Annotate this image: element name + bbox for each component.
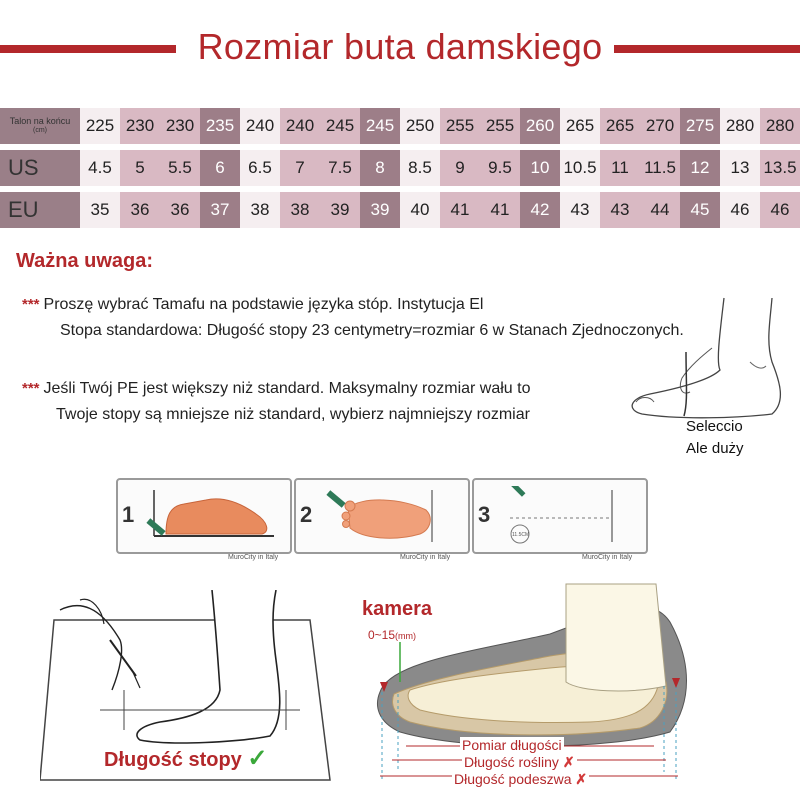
range-unit: (mm) (395, 631, 417, 641)
size-cell-us: 13 (720, 150, 760, 186)
size-cell-us: 7 (280, 150, 320, 186)
foot-top-step2-icon (322, 486, 462, 546)
size-cell-us: 11.5 (640, 150, 680, 186)
size-cell-us: 6.5 (240, 150, 280, 186)
size-label-cm (0, 108, 80, 144)
size-cell-cm: 255 (440, 108, 480, 144)
note-2-line2: Twoje stopy są mniejsze niż standard, wybierz najmniejszy rozmiar (56, 406, 530, 423)
size-label-eu: EU (0, 192, 80, 228)
size-cell-cm: 280 (720, 108, 760, 144)
check-icon: ✓ (247, 745, 268, 772)
length-label-2-text: Długość rośliny (464, 754, 559, 770)
note-2-line1: Jeśli Twój PE jest większy niż standard. Maksymalny rozmiar wału to (43, 380, 531, 397)
foot-diagram-label-1: Seleccio (686, 418, 743, 435)
cross-icon-2: ✗ (575, 771, 588, 787)
size-label-cm-main: Talon na końcu (9, 116, 71, 126)
size-cell-us: 10.5 (560, 150, 600, 186)
foot-length-text: Długość stopy (104, 749, 242, 771)
size-label-cm-unit: (cm) (33, 127, 47, 134)
size-cell-cm: 250 (400, 108, 440, 144)
size-cell-us: 9 (440, 150, 480, 186)
step3-measure-mark: 11.5CM (512, 532, 530, 538)
size-cell-eu: 44 (640, 192, 680, 228)
size-cell-cm: 260 (520, 108, 560, 144)
size-cell-eu: 36 (120, 192, 160, 228)
step-panel-2 (294, 478, 470, 554)
size-cell-eu: 37 (200, 192, 240, 228)
size-cell-us: 5.5 (160, 150, 200, 186)
step-number-2: 2 (300, 502, 313, 527)
length-label-3-text: Długość podeszwa (454, 771, 572, 787)
size-cell-eu: 35 (80, 192, 120, 228)
size-cell-eu: 43 (560, 192, 600, 228)
size-row-cm (0, 108, 800, 144)
size-cell-eu: 38 (280, 192, 320, 228)
note-2-stars: *** (22, 380, 40, 397)
page-title: Rozmiar buta damskiego (197, 26, 603, 67)
note-1-stars: *** (22, 296, 40, 313)
size-cell-eu: 45 (680, 192, 720, 228)
size-label-us: US (0, 150, 80, 186)
size-cell-eu: 42 (520, 192, 560, 228)
foot-measure-step1-icon (144, 486, 284, 546)
size-cell-cm: 240 (240, 108, 280, 144)
size-cell-us: 7.5 (320, 150, 360, 186)
step-number-1: 1 (122, 502, 135, 527)
size-row-us (0, 150, 800, 186)
step-caption-3: MuroCity in Italy (582, 554, 633, 561)
size-cell-eu: 46 (760, 192, 800, 228)
cross-icon-1: ✗ (562, 754, 575, 770)
note-1-line1: Proszę wybrać Tamafu na podstawie języka stóp. Instytucja El (43, 296, 484, 313)
size-cell-cm: 240 (280, 108, 320, 144)
size-cell-cm: 265 (560, 108, 600, 144)
size-cell-cm: 275 (680, 108, 720, 144)
size-cell-cm: 245 (360, 108, 400, 144)
size-row-eu (0, 192, 800, 228)
size-cell-us: 8 (360, 150, 400, 186)
size-cell-eu: 43 (600, 192, 640, 228)
size-cell-eu: 41 (440, 192, 480, 228)
size-cell-us: 11 (600, 150, 640, 186)
step-panel-3 (472, 478, 648, 554)
size-cell-cm: 265 (600, 108, 640, 144)
size-cell-us: 12 (680, 150, 720, 186)
title-bar-right (614, 45, 800, 53)
foot-side-illustration (620, 292, 800, 432)
size-cell-cm: 235 (200, 108, 240, 144)
size-cell-us: 6 (200, 150, 240, 186)
step-caption-2: MuroCity in Italy (400, 554, 451, 561)
length-label-2 (462, 754, 577, 771)
length-label-1: Pomiar długości (462, 737, 562, 753)
size-cell-eu: 41 (480, 192, 520, 228)
size-cell-cm: 255 (480, 108, 520, 144)
size-cell-cm: 245 (320, 108, 360, 144)
step-panel-1 (116, 478, 292, 554)
range-value: 0~15 (368, 628, 396, 642)
size-cell-cm: 230 (120, 108, 160, 144)
notes-heading: Ważna uwaga: (16, 250, 154, 272)
note-1 (22, 292, 684, 344)
note-2 (22, 376, 531, 428)
size-cell-eu: 39 (320, 192, 360, 228)
camera-label: kamera (362, 598, 433, 620)
note-1-line2: Stopa standardowa: Długość stopy 23 centymetry=rozmiar 6 w Stanach Zjednoczonych. (60, 322, 684, 339)
size-cell-cm: 280 (760, 108, 800, 144)
size-cell-cm: 270 (640, 108, 680, 144)
size-cell-eu: 46 (720, 192, 760, 228)
size-cell-cm: 230 (160, 108, 200, 144)
size-cell-us: 4.5 (80, 150, 120, 186)
size-cell-us: 13.5 (760, 150, 800, 186)
size-cell-cm: 225 (80, 108, 120, 144)
size-cell-eu: 36 (160, 192, 200, 228)
foot-length-label (104, 744, 267, 773)
size-cell-eu: 40 (400, 192, 440, 228)
size-cell-eu: 38 (240, 192, 280, 228)
size-cell-us: 8.5 (400, 150, 440, 186)
size-cell-eu: 39 (360, 192, 400, 228)
size-cell-us: 9.5 (480, 150, 520, 186)
length-label-3 (452, 771, 589, 788)
size-cell-us: 5 (120, 150, 160, 186)
step-number-3: 3 (478, 502, 491, 527)
title-bar-left (0, 45, 176, 53)
size-cell-us: 10 (520, 150, 560, 186)
step-caption-1: MuroCity in Italy (228, 554, 279, 561)
foot-diagram-label-2: Ale duży (686, 440, 744, 457)
